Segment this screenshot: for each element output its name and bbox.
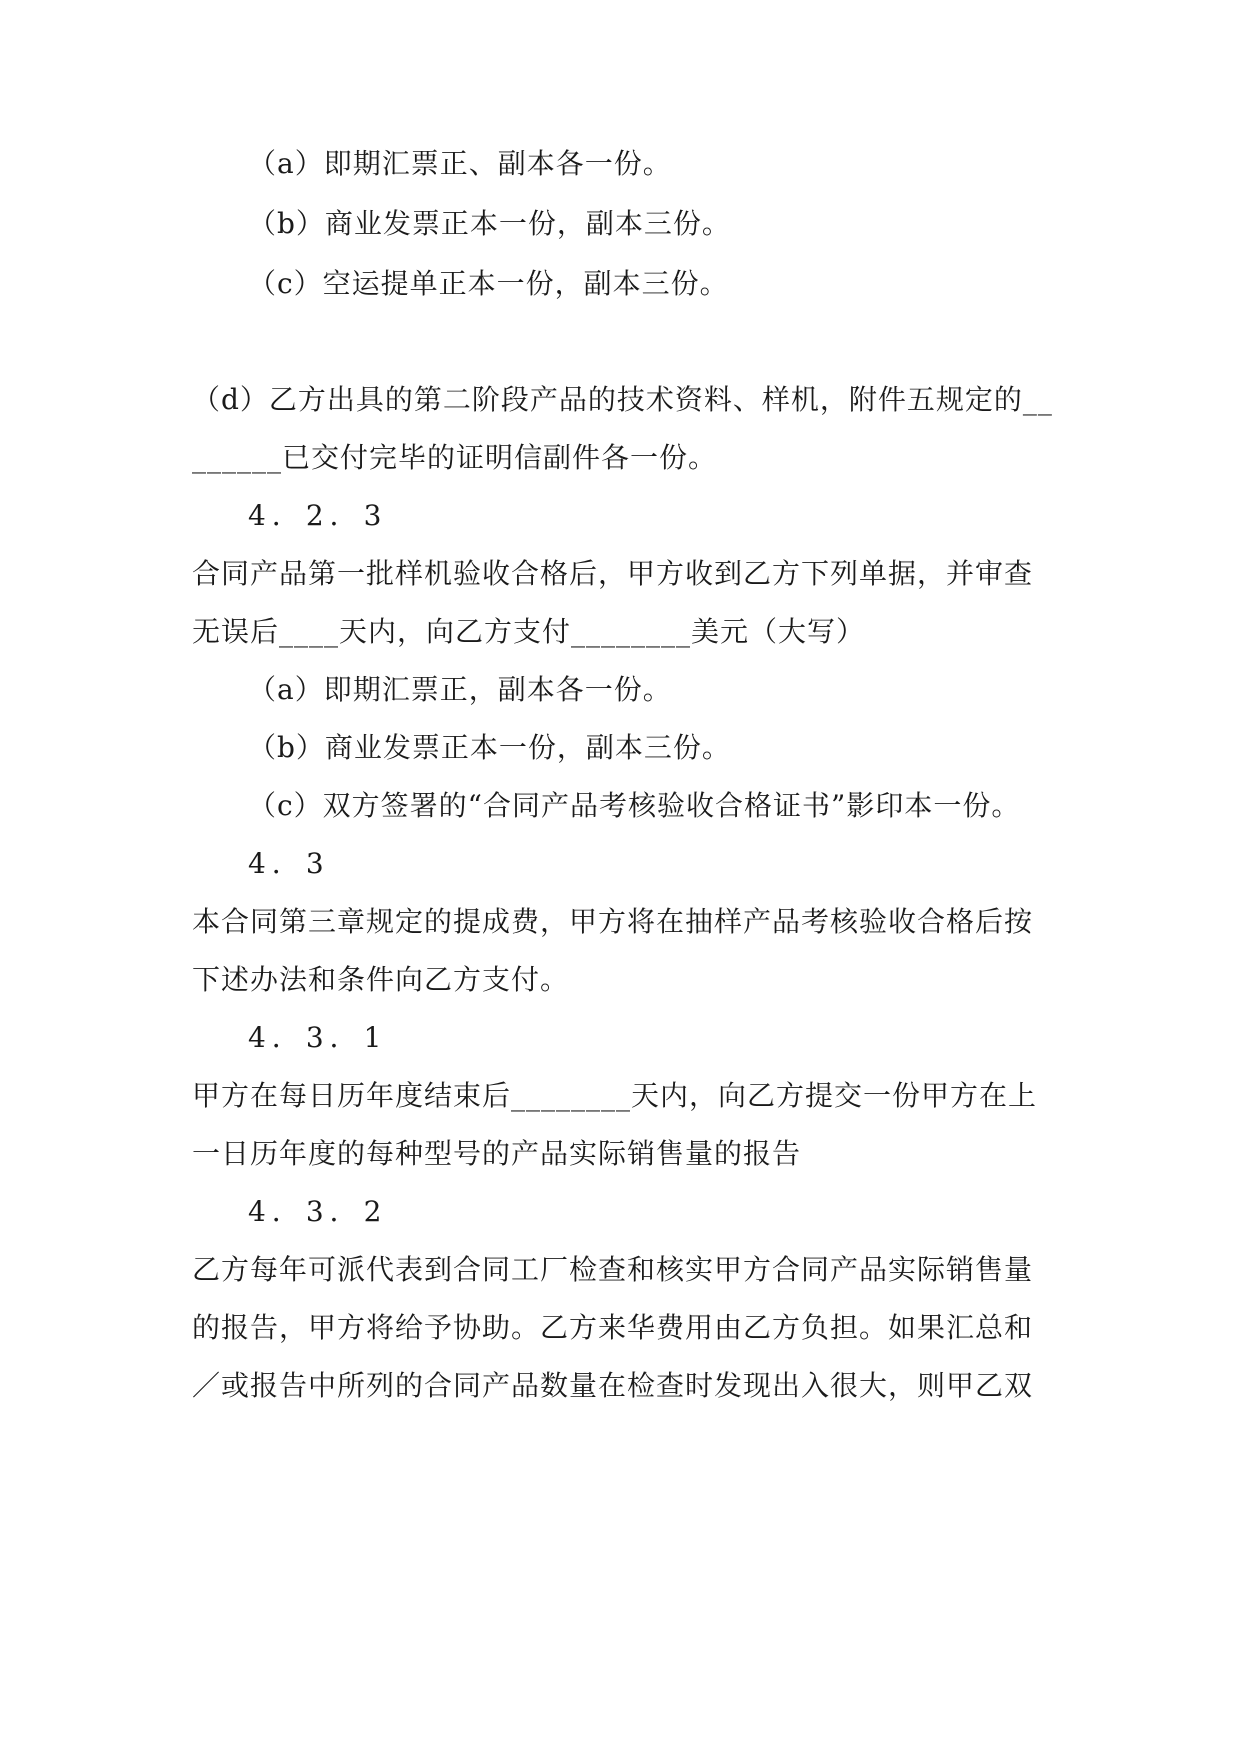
clause-4-2-2-item-a: （a）即期汇票正、副本各一份。 — [248, 147, 672, 180]
clause-4-2-2-item-b: （b）商业发票正本一份，副本三份。 — [248, 207, 731, 240]
clause-number-4-3-2: 4．3．2 — [248, 1195, 388, 1228]
clause-4-3-text-line-2: 下述办法和条件向乙方支付。 — [192, 963, 570, 996]
clause-4-2-3-item-a: （a）即期汇票正，副本各一份。 — [248, 673, 672, 706]
clause-4-2-3-text-line-1: 合同产品第一批样机验收合格后，甲方收到乙方下列单据，并审查 — [192, 557, 1034, 590]
clause-4-2-2-item-d-line-2: ______已交付完毕的证明信副件各一份。 — [192, 441, 718, 474]
clause-4-3-2-text-line-1: 乙方每年可派代表到合同工厂检查和核实甲方合同产品实际销售量 — [192, 1253, 1034, 1286]
clause-4-2-3-text-line-2: 无误后____天内，向乙方支付________美元（大写） — [192, 615, 866, 648]
clause-4-2-2-item-c: （c）空运提单正本一份，副本三份。 — [248, 267, 729, 300]
clause-4-2-2-item-d-line-1: （d）乙方出具的第二阶段产品的技术资料、样机，附件五规定的__ — [192, 383, 1053, 416]
clause-4-3-text-line-1: 本合同第三章规定的提成费，甲方将在抽样产品考核验收合格后按 — [192, 905, 1034, 938]
clause-4-2-3-item-b: （b）商业发票正本一份，副本三份。 — [248, 731, 731, 764]
clause-4-3-1-text-line-1: 甲方在每日历年度结束后________天内，向乙方提交一份甲方在上 — [192, 1079, 1038, 1112]
clause-4-3-2-text-line-2: 的报告，甲方将给予协助。乙方来华费用由乙方负担。如果汇总和 — [192, 1311, 1034, 1344]
clause-number-4-3-1: 4．3．1 — [248, 1021, 388, 1054]
clause-number-4-3: 4．3 — [248, 847, 330, 880]
clause-4-3-1-text-line-2: 一日历年度的每种型号的产品实际销售量的报告 — [192, 1137, 802, 1170]
clause-4-3-2-text-line-3: ／或报告中所列的合同产品数量在检查时发现出入很大，则甲乙双 — [192, 1369, 1034, 1402]
clause-4-2-3-item-c: （c）双方签署的“合同产品考核验收合格证书”影印本一份。 — [248, 789, 1021, 822]
clause-number-4-2-3: 4．2．3 — [248, 499, 388, 532]
